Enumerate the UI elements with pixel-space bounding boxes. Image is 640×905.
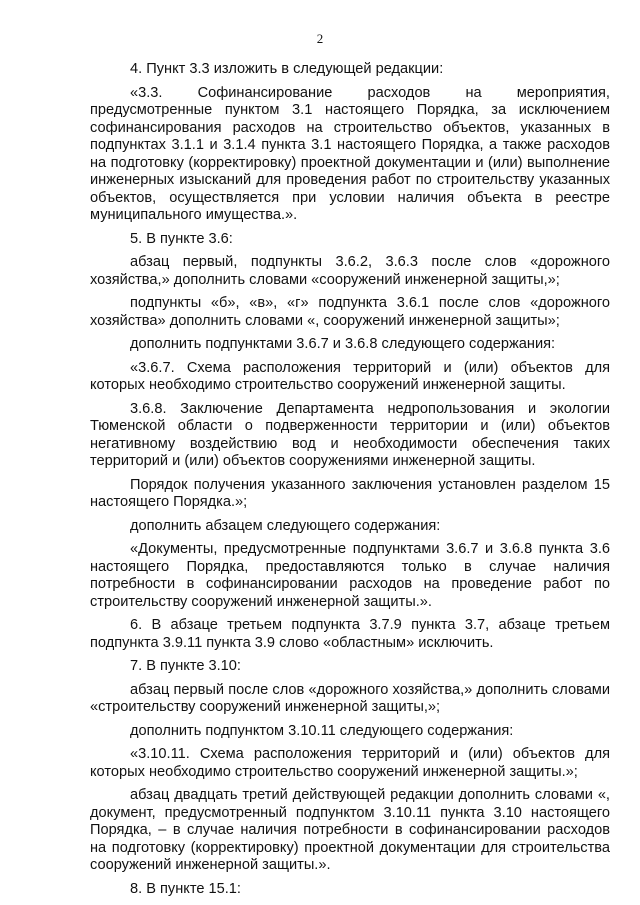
paragraph: Порядок получения указанного заключения установлен разделом 15 настоящего Порядка.»; bbox=[90, 476, 610, 510]
paragraph: «3.3. Софинансирование расходов на мероприятия, предусмотренные пунктом 3.1 настоящего Порядка, за исключением софинансирования расходов на строительство объектов, указанных в подпунктах 3.1.1 и 3.1.4 пункта 3.1 настоящего Порядка, а также расходов на подготовку (корректировку) проектной документации и (или) выполнение инженерных изысканий для проведения работ по строительству указанных объектов, осуществляется при условии наличия объекта в реестре муниципального имущества.». bbox=[90, 84, 610, 223]
paragraph: подпункты «б», «в», «г» подпункта 3.6.1 после слов «дорожного хозяйства» дополнить словами «, сооружений инженерной защиты»; bbox=[90, 295, 610, 329]
page-number: 2 bbox=[316, 31, 324, 46]
paragraph: абзац первый, подпункты 3.6.2, 3.6.3 после слов «дорожного хозяйства,» дополнить словами «сооружений инженерной защиты,»; bbox=[90, 254, 610, 288]
paragraph: 5. В пункте 3.6: bbox=[130, 230, 233, 247]
paragraph: 4. Пункт 3.3 изложить в следующей редакции: bbox=[130, 61, 444, 77]
paragraph: абзац первый после слов «дорожного хозяйства,» дополнить словами «строительству сооружений инженерной защиты,»; bbox=[90, 681, 610, 715]
paragraph: дополнить подпунктами 3.6.7 и 3.6.8 следующего содержания: bbox=[130, 336, 556, 352]
paragraph: 6. В абзаце третьем подпункта 3.7.9 пункта 3.7, абзаце третьем подпункта 3.9.11 пункта 3.9 слово «областным» исключить. bbox=[90, 617, 610, 651]
paragraph: 8. В пункте 15.1: bbox=[130, 880, 241, 897]
paragraph: 7. В пункте 3.10: bbox=[130, 658, 241, 674]
paragraph: дополнить абзацем следующего содержания: bbox=[130, 517, 441, 534]
paragraph: «Документы, предусмотренные подпунктами 3.6.7 и 3.6.8 пункта 3.6 настоящего Порядка, предоставляются только в случае наличия потребности в софинансировании расходов на проведение работ по строительству сооружений инженерной защиты.». bbox=[90, 541, 610, 610]
paragraph: 3.6.8. Заключение Департамента недропользования и экологии Тюменской области о подверженности территории и (или) объектов негативному воздействию вод и необходимости обеспечения таких территорий и (или) объектов сооружениями инженерной защиты. bbox=[90, 400, 610, 469]
paragraph: дополнить подпунктом 3.10.11 следующего содержания: bbox=[130, 722, 514, 739]
paragraph: «3.6.7. Схема расположения территорий и (или) объектов для которых необходимо строительство сооружений инженерной защиты. bbox=[90, 359, 610, 393]
paragraph: «3.10.11. Схема расположения территорий и (или) объектов для которых необходимо строительство сооружений инженерной защиты.»; bbox=[90, 746, 610, 780]
document-body bbox=[90, 61, 610, 904]
paragraph: абзац двадцать третий действующей редакции дополнить словами «, документ, предусмотренный подпунктом 3.10.11 пункта 3.10 настоящего Порядка, – в случае наличия потребности в софинансировании расходов на подготовку (корректировку) проектной документации для строительства сооружений инженерной защиты.». bbox=[90, 787, 610, 873]
